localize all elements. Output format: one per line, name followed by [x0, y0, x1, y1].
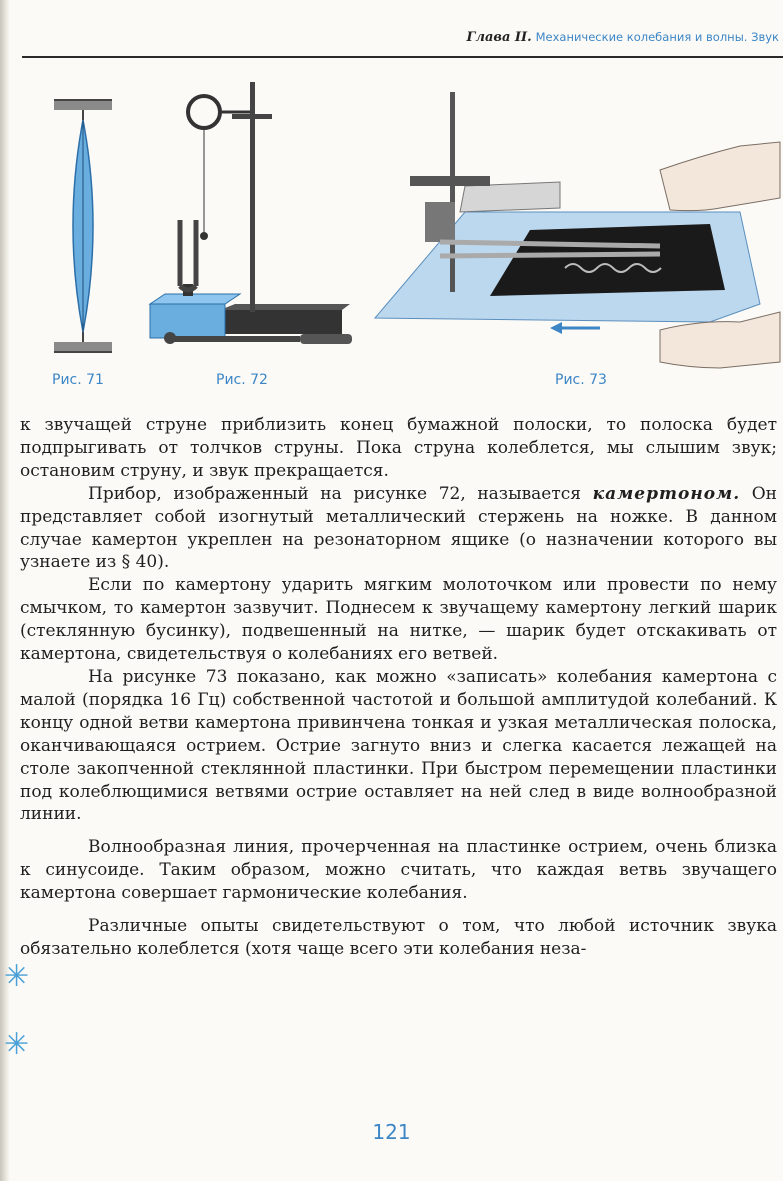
fig72-caption: Рис. 72	[216, 372, 268, 388]
page-spine-shadow	[0, 0, 10, 1181]
paragraph-4: На рисунке 73 показано, как можно «записать» колебания камертона с малой (порядка 16 Гц) собственной частотой и большой амплитудой колебаний. К концу одной ветви камертона привинчена тонкая и узкая металлическая полоска, оканчивающаяся острием. Острие загнуто вниз и слегка касается лежащей на столе закопченной стеклянной пластинки. При быстром перемещении пластинки под колеблющимися ветвями острие оставляет на ней след в виде волнообразной линии.	[20, 666, 777, 825]
fig72-tuning-fork	[150, 82, 352, 344]
paragraph-2-start: Прибор, изображенный на рисунке 72, называется	[88, 483, 593, 504]
paragraph-3: Если по камертону ударить мягким молоточком или провести по нему смычком, то камертон зазвучит. Поднесем к звучащему камертону легкий шарик (стеклянную бусинку), подвешенный на нитке, — шарик будет отскакивать от камертона, свидетельствуя о колебаниях его ветвей.	[20, 575, 777, 665]
header-text	[467, 30, 780, 45]
term-tuning-fork: камертоном.	[592, 483, 741, 504]
header-topic: Механические колебания и волны. Звук	[535, 30, 779, 44]
running-header	[22, 22, 783, 58]
fig71-caption: Рис. 71	[52, 372, 104, 388]
snowflake-asterisk-icon: ✳	[4, 959, 30, 994]
paragraph-1: к звучащей струне приблизить конец бумажной полоски, то полоска будет подпрыгивать от толчков струны. Пока струна колеблется, мы слышим звук; остановим струну, и звук прекращается.	[20, 415, 777, 481]
paragraph-5: Волнообразная линия, прочерченная на пластинке острием, очень близка к синусоиде. Таким образом, можно считать, что каждая ветвь звучащего камертона совершает гармонические колебания.	[20, 837, 777, 904]
header-chapter: Глава II.	[466, 30, 532, 45]
paragraph-2	[20, 483, 777, 575]
fig73-caption: Рис. 73	[555, 372, 607, 388]
paragraph-2-end: Он представляет собой изогнутый металлический стержень на ножке. В данном случае камертон укреплен на резонаторном ящике (о назначении которого вы узнаете из § 40).	[20, 483, 778, 573]
figures-illustration	[20, 72, 783, 402]
snowflake-asterisk-icon: ✳	[4, 1027, 30, 1062]
page-number: 121	[372, 1120, 411, 1144]
fig71-vibrating-string	[54, 100, 112, 352]
fig73-recording-setup	[375, 92, 780, 368]
body-text	[20, 414, 777, 961]
paragraph-6: Различные опыты свидетельствуют о том, что любой источник звука обязательно колеблется (хотя чаще всего эти колебания неза-	[20, 916, 777, 959]
figures-row	[20, 72, 783, 402]
